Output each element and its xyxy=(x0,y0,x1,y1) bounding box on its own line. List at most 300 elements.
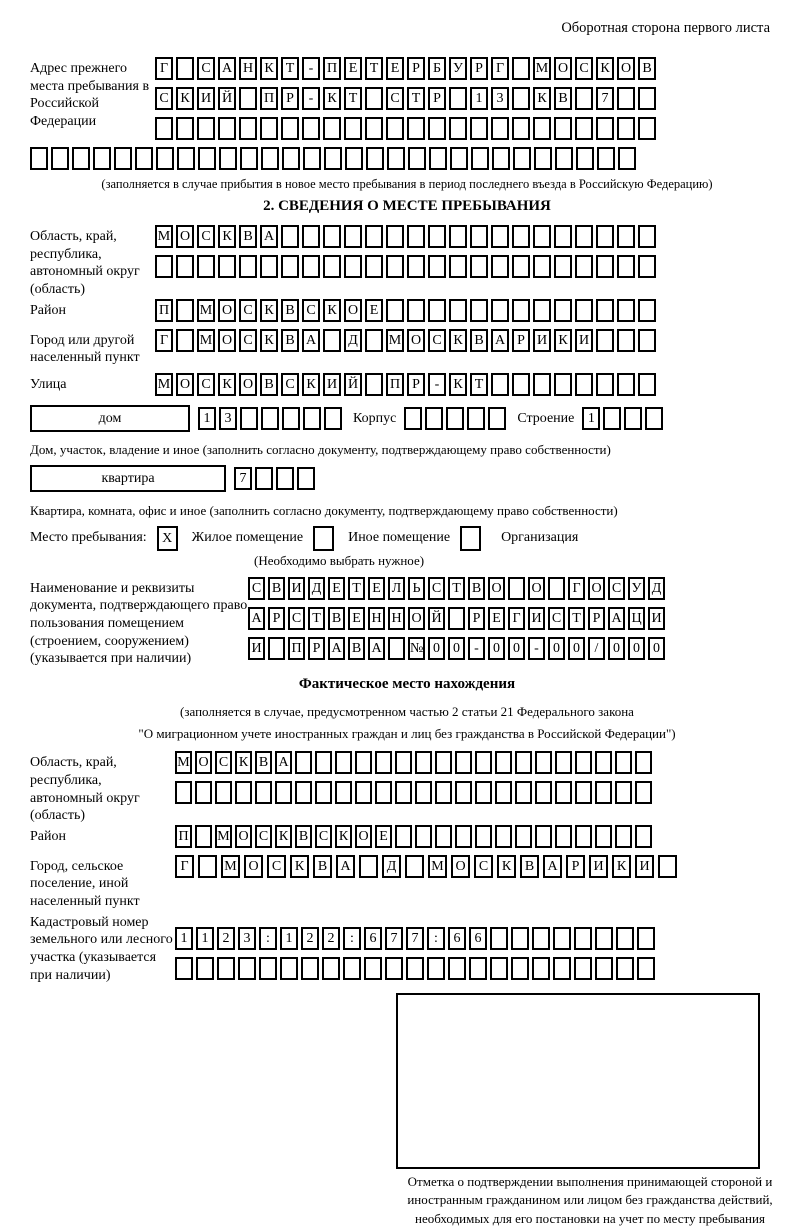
char-cell[interactable]: К xyxy=(275,825,292,848)
char-cell[interactable]: К xyxy=(335,825,352,848)
char-cell[interactable]: Р xyxy=(308,637,325,660)
char-cell[interactable] xyxy=(280,957,298,980)
char-cell[interactable] xyxy=(385,957,403,980)
char-cell[interactable]: Ц xyxy=(628,607,645,630)
char-cell[interactable] xyxy=(448,957,466,980)
char-cell[interactable]: М xyxy=(215,825,232,848)
char-cell[interactable] xyxy=(176,57,194,80)
char-cell[interactable] xyxy=(177,147,195,170)
char-cell[interactable] xyxy=(615,751,632,774)
char-cell[interactable] xyxy=(408,147,426,170)
char-cell[interactable] xyxy=(638,373,656,396)
char-cell[interactable] xyxy=(533,255,551,278)
char-cell[interactable]: С xyxy=(239,299,257,322)
char-cell[interactable]: 0 xyxy=(568,637,585,660)
char-cell[interactable]: Г xyxy=(155,57,173,80)
char-cell[interactable] xyxy=(533,225,551,248)
char-cell[interactable] xyxy=(219,147,237,170)
char-cell[interactable] xyxy=(595,751,612,774)
char-cell[interactable]: М xyxy=(175,751,192,774)
char-cell[interactable]: 3 xyxy=(219,407,237,430)
char-cell[interactable] xyxy=(218,117,236,140)
char-cell[interactable] xyxy=(596,225,614,248)
char-cell[interactable]: О xyxy=(244,855,263,878)
char-cell[interactable] xyxy=(281,255,299,278)
char-cell[interactable]: 1 xyxy=(196,927,214,950)
char-cell[interactable] xyxy=(395,781,412,804)
char-cell[interactable] xyxy=(359,855,378,878)
char-cell[interactable] xyxy=(428,225,446,248)
char-cell[interactable]: 0 xyxy=(488,637,505,660)
char-cell[interactable] xyxy=(638,329,656,352)
char-cell[interactable] xyxy=(406,957,424,980)
char-cell[interactable]: М xyxy=(533,57,551,80)
char-cell[interactable] xyxy=(624,407,642,430)
char-cell[interactable] xyxy=(407,117,425,140)
char-cell[interactable] xyxy=(637,927,655,950)
char-cell[interactable]: - xyxy=(468,637,485,660)
char-cell[interactable]: К xyxy=(218,373,236,396)
char-cell[interactable] xyxy=(282,407,300,430)
char-cell[interactable] xyxy=(450,147,468,170)
char-cell[interactable] xyxy=(616,957,634,980)
char-cell[interactable]: С xyxy=(608,577,625,600)
char-cell[interactable] xyxy=(239,255,257,278)
char-cell[interactable]: 2 xyxy=(217,927,235,950)
char-cell[interactable]: И xyxy=(648,607,665,630)
dom-type-box[interactable]: дом xyxy=(30,405,190,432)
char-cell[interactable] xyxy=(386,255,404,278)
char-cell[interactable]: А xyxy=(328,637,345,660)
char-cell[interactable] xyxy=(488,407,506,430)
char-cell[interactable] xyxy=(303,407,321,430)
char-cell[interactable] xyxy=(603,407,621,430)
char-cell[interactable]: М xyxy=(155,373,173,396)
char-cell[interactable] xyxy=(534,147,552,170)
char-cell[interactable]: А xyxy=(543,855,562,878)
char-cell[interactable]: А xyxy=(368,637,385,660)
char-cell[interactable]: 0 xyxy=(608,637,625,660)
char-cell[interactable] xyxy=(511,927,529,950)
char-cell[interactable]: 0 xyxy=(508,637,525,660)
char-cell[interactable]: С xyxy=(386,87,404,110)
char-cell[interactable] xyxy=(176,329,194,352)
char-cell[interactable] xyxy=(355,751,372,774)
char-cell[interactable] xyxy=(596,299,614,322)
char-cell[interactable] xyxy=(575,87,593,110)
char-cell[interactable] xyxy=(415,825,432,848)
char-cell[interactable]: Н xyxy=(388,607,405,630)
char-cell[interactable]: 3 xyxy=(491,87,509,110)
char-cell[interactable] xyxy=(238,957,256,980)
char-cell[interactable]: О xyxy=(355,825,372,848)
char-cell[interactable] xyxy=(535,825,552,848)
char-cell[interactable]: Д xyxy=(648,577,665,600)
char-cell[interactable] xyxy=(239,87,257,110)
kvartira-type-box[interactable]: квартира xyxy=(30,465,226,492)
char-cell[interactable] xyxy=(449,117,467,140)
char-cell[interactable] xyxy=(555,751,572,774)
char-cell[interactable] xyxy=(532,957,550,980)
char-cell[interactable]: 7 xyxy=(596,87,614,110)
char-cell[interactable] xyxy=(508,577,525,600)
char-cell[interactable] xyxy=(471,147,489,170)
char-cell[interactable]: П xyxy=(155,299,173,322)
char-cell[interactable]: К xyxy=(596,57,614,80)
char-cell[interactable]: Р xyxy=(428,87,446,110)
char-cell[interactable]: 0 xyxy=(648,637,665,660)
char-cell[interactable]: П xyxy=(386,373,404,396)
char-cell[interactable]: Р xyxy=(512,329,530,352)
char-cell[interactable]: Г xyxy=(491,57,509,80)
char-cell[interactable] xyxy=(268,637,285,660)
char-cell[interactable]: С xyxy=(197,225,215,248)
char-cell[interactable] xyxy=(515,825,532,848)
char-cell[interactable] xyxy=(375,781,392,804)
char-cell[interactable]: 1 xyxy=(175,927,193,950)
char-cell[interactable]: 7 xyxy=(406,927,424,950)
char-cell[interactable]: А xyxy=(491,329,509,352)
char-cell[interactable] xyxy=(323,117,341,140)
char-cell[interactable]: 7 xyxy=(234,467,252,490)
char-cell[interactable] xyxy=(617,373,635,396)
char-cell[interactable] xyxy=(365,373,383,396)
char-cell[interactable]: К xyxy=(260,329,278,352)
char-cell[interactable]: 0 xyxy=(448,637,465,660)
char-cell[interactable] xyxy=(491,255,509,278)
char-cell[interactable] xyxy=(315,751,332,774)
char-cell[interactable]: В xyxy=(348,637,365,660)
char-cell[interactable]: С xyxy=(428,577,445,600)
char-cell[interactable] xyxy=(492,147,510,170)
char-cell[interactable] xyxy=(455,825,472,848)
char-cell[interactable]: И xyxy=(528,607,545,630)
char-cell[interactable] xyxy=(255,781,272,804)
char-cell[interactable]: А xyxy=(336,855,355,878)
char-cell[interactable]: О xyxy=(344,299,362,322)
char-cell[interactable]: П xyxy=(288,637,305,660)
char-cell[interactable] xyxy=(415,781,432,804)
char-cell[interactable]: 2 xyxy=(301,927,319,950)
char-cell[interactable]: С xyxy=(575,57,593,80)
char-cell[interactable] xyxy=(386,225,404,248)
char-cell[interactable]: И xyxy=(635,855,654,878)
char-cell[interactable]: С xyxy=(197,373,215,396)
char-cell[interactable] xyxy=(635,825,652,848)
char-cell[interactable]: В xyxy=(313,855,332,878)
char-cell[interactable]: О xyxy=(408,607,425,630)
char-cell[interactable]: С xyxy=(239,329,257,352)
char-cell[interactable] xyxy=(435,825,452,848)
char-cell[interactable]: И xyxy=(533,329,551,352)
char-cell[interactable] xyxy=(495,751,512,774)
char-cell[interactable]: К xyxy=(302,373,320,396)
char-cell[interactable] xyxy=(388,637,405,660)
char-cell[interactable]: Й xyxy=(218,87,236,110)
char-cell[interactable] xyxy=(335,751,352,774)
char-cell[interactable]: К xyxy=(218,225,236,248)
char-cell[interactable] xyxy=(470,255,488,278)
char-cell[interactable]: К xyxy=(323,299,341,322)
char-cell[interactable] xyxy=(470,299,488,322)
char-cell[interactable]: 3 xyxy=(238,927,256,950)
char-cell[interactable] xyxy=(324,407,342,430)
char-cell[interactable] xyxy=(617,329,635,352)
char-cell[interactable] xyxy=(635,751,652,774)
char-cell[interactable]: Е xyxy=(386,57,404,80)
char-cell[interactable]: О xyxy=(239,373,257,396)
char-cell[interactable]: В xyxy=(239,225,257,248)
char-cell[interactable] xyxy=(93,147,111,170)
char-cell[interactable] xyxy=(595,927,613,950)
char-cell[interactable] xyxy=(295,781,312,804)
char-cell[interactable]: К xyxy=(612,855,631,878)
char-cell[interactable]: Т xyxy=(348,577,365,600)
char-cell[interactable]: Н xyxy=(368,607,385,630)
char-cell[interactable]: - xyxy=(528,637,545,660)
char-cell[interactable]: Т xyxy=(344,87,362,110)
char-cell[interactable]: 0 xyxy=(548,637,565,660)
char-cell[interactable] xyxy=(448,607,465,630)
char-cell[interactable] xyxy=(281,117,299,140)
char-cell[interactable]: О xyxy=(528,577,545,600)
char-cell[interactable]: Р xyxy=(468,607,485,630)
char-cell[interactable] xyxy=(638,117,656,140)
char-cell[interactable]: К xyxy=(497,855,516,878)
char-cell[interactable] xyxy=(295,751,312,774)
char-cell[interactable]: В xyxy=(470,329,488,352)
char-cell[interactable]: Е xyxy=(488,607,505,630)
char-cell[interactable] xyxy=(195,825,212,848)
char-cell[interactable]: О xyxy=(235,825,252,848)
char-cell[interactable] xyxy=(512,255,530,278)
char-cell[interactable]: С xyxy=(281,373,299,396)
char-cell[interactable] xyxy=(638,87,656,110)
char-cell[interactable] xyxy=(323,255,341,278)
char-cell[interactable] xyxy=(575,225,593,248)
char-cell[interactable]: А xyxy=(218,57,236,80)
char-cell[interactable] xyxy=(554,373,572,396)
char-cell[interactable] xyxy=(302,225,320,248)
char-cell[interactable]: У xyxy=(628,577,645,600)
char-cell[interactable] xyxy=(435,781,452,804)
char-cell[interactable]: В xyxy=(281,299,299,322)
char-cell[interactable] xyxy=(616,927,634,950)
char-cell[interactable]: О xyxy=(195,751,212,774)
char-cell[interactable] xyxy=(553,957,571,980)
char-cell[interactable] xyxy=(455,781,472,804)
char-cell[interactable]: 0 xyxy=(428,637,445,660)
char-cell[interactable] xyxy=(175,957,193,980)
char-cell[interactable]: 0 xyxy=(628,637,645,660)
char-cell[interactable] xyxy=(155,117,173,140)
char-cell[interactable] xyxy=(176,255,194,278)
char-cell[interactable] xyxy=(344,117,362,140)
char-cell[interactable]: Т xyxy=(308,607,325,630)
char-cell[interactable] xyxy=(428,299,446,322)
char-cell[interactable] xyxy=(574,957,592,980)
char-cell[interactable] xyxy=(491,225,509,248)
char-cell[interactable]: К xyxy=(449,373,467,396)
char-cell[interactable] xyxy=(446,407,464,430)
char-cell[interactable] xyxy=(395,825,412,848)
char-cell[interactable]: Р xyxy=(281,87,299,110)
char-cell[interactable] xyxy=(196,957,214,980)
char-cell[interactable] xyxy=(281,225,299,248)
char-cell[interactable] xyxy=(575,751,592,774)
char-cell[interactable]: Т xyxy=(568,607,585,630)
char-cell[interactable] xyxy=(324,147,342,170)
char-cell[interactable]: О xyxy=(407,329,425,352)
char-cell[interactable]: С xyxy=(548,607,565,630)
char-cell[interactable] xyxy=(323,329,341,352)
char-cell[interactable]: К xyxy=(323,87,341,110)
char-cell[interactable] xyxy=(240,407,258,430)
char-cell[interactable]: К xyxy=(449,329,467,352)
char-cell[interactable]: К xyxy=(235,751,252,774)
checkbox-inoe[interactable] xyxy=(313,526,334,551)
char-cell[interactable] xyxy=(475,751,492,774)
char-cell[interactable]: Р xyxy=(566,855,585,878)
char-cell[interactable]: О xyxy=(488,577,505,600)
char-cell[interactable]: А xyxy=(608,607,625,630)
char-cell[interactable] xyxy=(176,117,194,140)
char-cell[interactable]: В xyxy=(328,607,345,630)
char-cell[interactable]: / xyxy=(588,637,605,660)
char-cell[interactable] xyxy=(515,751,532,774)
char-cell[interactable]: Г xyxy=(508,607,525,630)
char-cell[interactable]: А xyxy=(260,225,278,248)
char-cell[interactable] xyxy=(176,299,194,322)
char-cell[interactable] xyxy=(72,147,90,170)
char-cell[interactable]: : xyxy=(259,927,277,950)
char-cell[interactable]: О xyxy=(554,57,572,80)
char-cell[interactable] xyxy=(553,927,571,950)
char-cell[interactable] xyxy=(366,147,384,170)
char-cell[interactable] xyxy=(428,117,446,140)
char-cell[interactable] xyxy=(513,147,531,170)
char-cell[interactable] xyxy=(533,117,551,140)
char-cell[interactable] xyxy=(425,407,443,430)
char-cell[interactable]: И xyxy=(575,329,593,352)
char-cell[interactable]: Д xyxy=(344,329,362,352)
char-cell[interactable] xyxy=(415,751,432,774)
char-cell[interactable] xyxy=(355,781,372,804)
char-cell[interactable] xyxy=(302,255,320,278)
char-cell[interactable] xyxy=(344,255,362,278)
char-cell[interactable]: Е xyxy=(328,577,345,600)
char-cell[interactable]: О xyxy=(218,299,236,322)
char-cell[interactable]: Й xyxy=(344,373,362,396)
char-cell[interactable] xyxy=(535,781,552,804)
char-cell[interactable] xyxy=(575,255,593,278)
char-cell[interactable]: С xyxy=(267,855,286,878)
char-cell[interactable]: Т xyxy=(365,57,383,80)
char-cell[interactable]: В xyxy=(638,57,656,80)
char-cell[interactable] xyxy=(575,117,593,140)
char-cell[interactable] xyxy=(532,927,550,950)
char-cell[interactable]: Т xyxy=(281,57,299,80)
char-cell[interactable]: Й xyxy=(428,607,445,630)
char-cell[interactable] xyxy=(259,957,277,980)
char-cell[interactable]: Д xyxy=(308,577,325,600)
char-cell[interactable]: 2 xyxy=(322,927,340,950)
char-cell[interactable] xyxy=(495,825,512,848)
char-cell[interactable] xyxy=(335,781,352,804)
char-cell[interactable]: К xyxy=(260,57,278,80)
char-cell[interactable] xyxy=(215,781,232,804)
char-cell[interactable] xyxy=(386,299,404,322)
char-cell[interactable]: С xyxy=(155,87,173,110)
char-cell[interactable]: С xyxy=(197,57,215,80)
char-cell[interactable]: В xyxy=(268,577,285,600)
char-cell[interactable] xyxy=(404,407,422,430)
char-cell[interactable]: 6 xyxy=(448,927,466,950)
char-cell[interactable] xyxy=(512,117,530,140)
char-cell[interactable] xyxy=(365,255,383,278)
char-cell[interactable] xyxy=(407,299,425,322)
char-cell[interactable] xyxy=(235,781,252,804)
char-cell[interactable] xyxy=(658,855,677,878)
char-cell[interactable] xyxy=(596,373,614,396)
char-cell[interactable]: В xyxy=(255,751,272,774)
char-cell[interactable] xyxy=(469,957,487,980)
char-cell[interactable] xyxy=(197,117,215,140)
char-cell[interactable]: М xyxy=(386,329,404,352)
char-cell[interactable] xyxy=(555,147,573,170)
char-cell[interactable] xyxy=(533,299,551,322)
char-cell[interactable] xyxy=(282,147,300,170)
char-cell[interactable] xyxy=(617,255,635,278)
char-cell[interactable]: В xyxy=(520,855,539,878)
char-cell[interactable] xyxy=(435,751,452,774)
char-cell[interactable] xyxy=(491,117,509,140)
char-cell[interactable] xyxy=(595,825,612,848)
char-cell[interactable] xyxy=(344,225,362,248)
char-cell[interactable]: - xyxy=(428,373,446,396)
char-cell[interactable] xyxy=(301,957,319,980)
char-cell[interactable] xyxy=(135,147,153,170)
char-cell[interactable]: Г xyxy=(175,855,194,878)
char-cell[interactable] xyxy=(638,225,656,248)
char-cell[interactable]: Е xyxy=(365,299,383,322)
char-cell[interactable] xyxy=(449,255,467,278)
char-cell[interactable] xyxy=(491,299,509,322)
char-cell[interactable]: Б xyxy=(428,57,446,80)
char-cell[interactable]: О xyxy=(451,855,470,878)
char-cell[interactable] xyxy=(574,927,592,950)
char-cell[interactable]: 1 xyxy=(198,407,216,430)
char-cell[interactable]: О xyxy=(617,57,635,80)
char-cell[interactable] xyxy=(490,927,508,950)
char-cell[interactable]: Т xyxy=(448,577,465,600)
char-cell[interactable] xyxy=(596,117,614,140)
char-cell[interactable] xyxy=(617,87,635,110)
char-cell[interactable]: А xyxy=(275,751,292,774)
char-cell[interactable] xyxy=(260,117,278,140)
char-cell[interactable]: У xyxy=(449,57,467,80)
char-cell[interactable]: П xyxy=(260,87,278,110)
char-cell[interactable]: В xyxy=(260,373,278,396)
char-cell[interactable]: С xyxy=(215,751,232,774)
char-cell[interactable]: Е xyxy=(375,825,392,848)
char-cell[interactable]: О xyxy=(176,373,194,396)
char-cell[interactable]: С xyxy=(288,607,305,630)
char-cell[interactable] xyxy=(596,329,614,352)
char-cell[interactable] xyxy=(240,147,258,170)
char-cell[interactable] xyxy=(515,781,532,804)
char-cell[interactable]: 1 xyxy=(582,407,600,430)
